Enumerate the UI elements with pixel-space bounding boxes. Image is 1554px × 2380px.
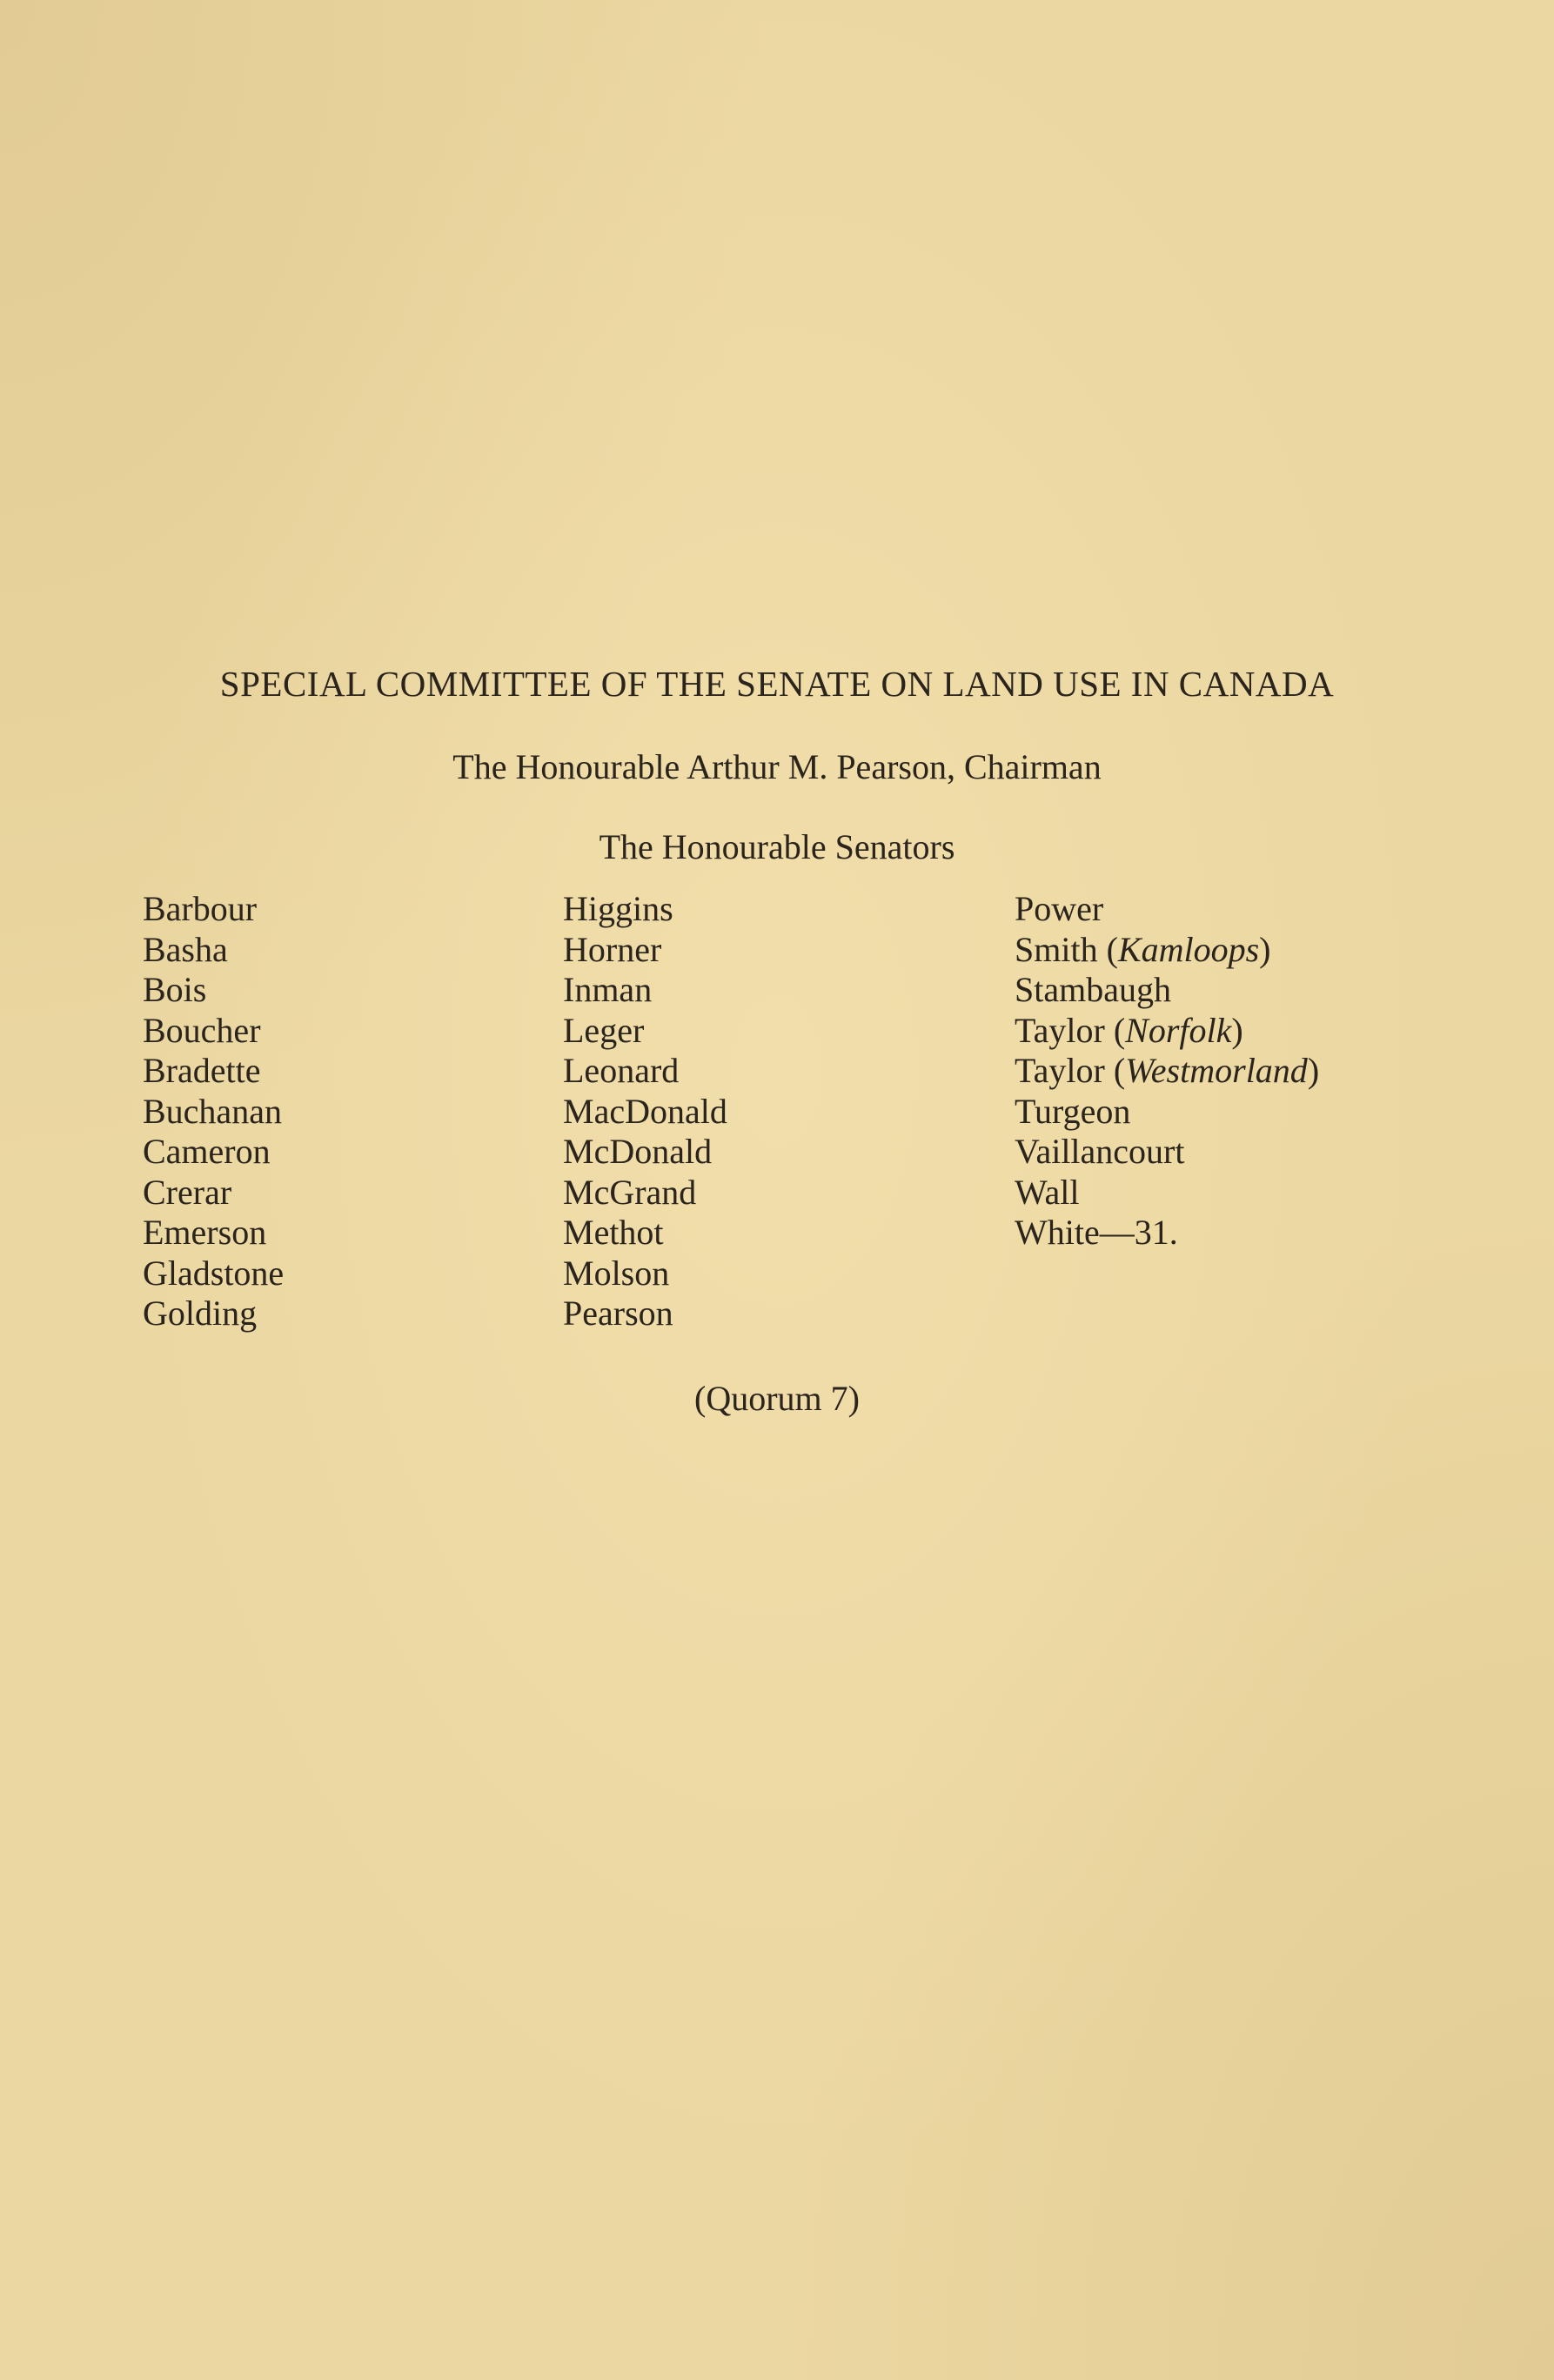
senator-surname: Turgeon <box>1015 1091 1131 1131</box>
senator-name <box>563 1132 727 1173</box>
senator-name <box>143 1092 284 1133</box>
senator-surname: White—31. <box>1015 1213 1178 1252</box>
senator-surname: Higgins <box>563 889 673 928</box>
senator-surname: Cameron <box>143 1132 271 1171</box>
senator-surname: Emerson <box>143 1213 267 1252</box>
senator-name <box>1015 970 1319 1011</box>
senator-surname: Inman <box>563 970 653 1009</box>
senator-name <box>563 1254 727 1294</box>
committee-title: SPECIAL COMMITTEE OF THE SENATE ON LAND USE IN CANADA <box>219 664 1335 704</box>
senator-name <box>563 1051 727 1092</box>
senator-surname: Horner <box>563 929 662 969</box>
senator-name <box>143 1294 284 1334</box>
senator-name <box>563 889 727 930</box>
senator-name <box>143 889 284 930</box>
senator-name <box>563 1173 727 1213</box>
senator-surname: McDonald <box>563 1132 713 1171</box>
senator-surname: MacDonald <box>563 1091 727 1131</box>
senator-name <box>143 1051 284 1092</box>
senator-surname: Pearson <box>563 1294 673 1333</box>
senator-surname: Buchanan <box>143 1091 282 1131</box>
senator-name <box>563 930 727 971</box>
senator-name <box>143 970 284 1011</box>
senator-surname: Methot <box>563 1213 664 1252</box>
senator-name <box>143 1213 284 1254</box>
senator-surname: Stambaugh <box>1015 970 1171 1009</box>
senator-name <box>1015 889 1319 930</box>
senator-name: Smith (Kamloops) <box>1015 929 1271 969</box>
senator-surname: Power <box>1015 889 1104 928</box>
senator-name <box>563 1213 727 1254</box>
senator-division: Norfolk <box>1125 1010 1232 1050</box>
quorum-note: (Quorum 7) <box>694 1379 860 1418</box>
senator-name <box>563 970 727 1011</box>
senator-surname: Leger <box>563 1010 645 1050</box>
senator-name <box>143 1132 284 1173</box>
senator-division: Kamloops <box>1117 929 1260 969</box>
senator-surname: McGrand <box>563 1172 697 1212</box>
senator-surname: Taylor <box>1015 1051 1105 1090</box>
senator-surname: Leonard <box>563 1051 680 1090</box>
senators-heading: The Honourable Senators <box>599 827 955 866</box>
senator-surname: Vaillancourt <box>1015 1132 1185 1171</box>
senator-surname: Bradette <box>143 1051 261 1090</box>
senator-surname: Crerar <box>143 1172 232 1212</box>
senators-column-3 <box>1015 889 1319 1254</box>
senator-name <box>1015 1213 1319 1254</box>
senator-name <box>143 1254 284 1294</box>
senator-surname: Bois <box>143 970 207 1009</box>
senator-name <box>563 1092 727 1133</box>
senator-surname: Boucher <box>143 1010 261 1050</box>
senator-surname: Gladstone <box>143 1253 285 1293</box>
chairman-line: The Honourable Arthur M. Pearson, Chairman <box>452 747 1102 786</box>
senators-column-1 <box>143 889 284 1334</box>
senator-surname: Golding <box>143 1294 258 1333</box>
senator-surname: Barbour <box>143 889 258 928</box>
senators-column-2 <box>563 889 727 1334</box>
senator-surname: Taylor <box>1015 1010 1105 1050</box>
senator-name <box>143 1173 284 1213</box>
senator-name <box>1015 1173 1319 1213</box>
senator-name <box>143 1011 284 1052</box>
senator-division: Westmorland <box>1125 1051 1308 1090</box>
senator-name <box>1015 1092 1319 1133</box>
senator-name <box>563 1294 727 1334</box>
senator-name <box>143 930 284 971</box>
senator-surname: Molson <box>563 1253 670 1293</box>
senator-surname: Basha <box>143 929 228 969</box>
senator-name <box>1015 1132 1319 1173</box>
senator-surname: Wall <box>1015 1172 1080 1212</box>
senator-name: Taylor (Westmorland) <box>1015 1051 1320 1090</box>
senator-name <box>563 1011 727 1052</box>
senator-surname: Smith <box>1015 929 1098 969</box>
senator-name: Taylor (Norfolk) <box>1015 1010 1243 1050</box>
